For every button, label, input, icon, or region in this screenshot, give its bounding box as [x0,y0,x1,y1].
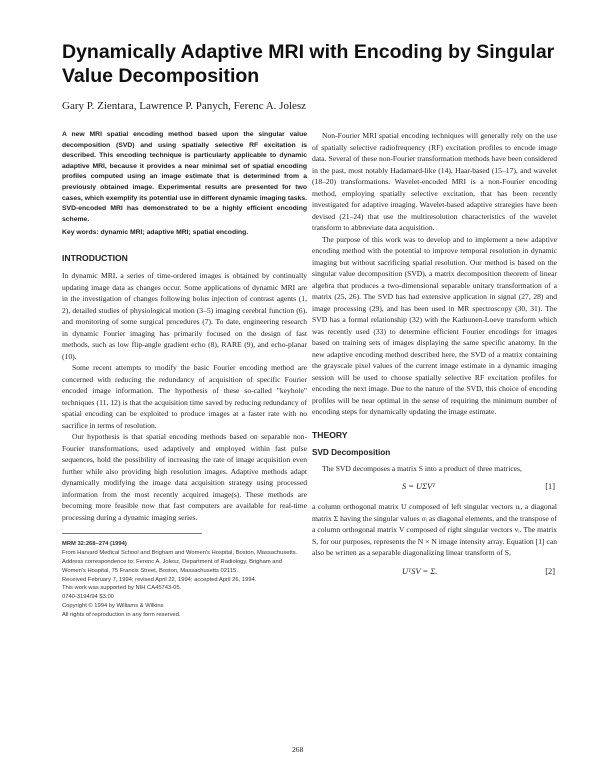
affiliation-note: From Harvard Medical School and Brigham and Women's Hospital, Boston, Massachusetts. [62,550,298,557]
abstract: A new MRI spatial encoding method based upon the singular value decomposition (SVD) and using spatially selective RF excitation is described. This encoding technique is particularly applicable to dynamic adaptive MRI, because it provides a near minimal set of spatial encoding profiles computed using an image estimate that is determined from a previously obtained image. Experimental results are presented for two cases, which exemplify its potential use in different dynamic imaging tasks. SVD-encoded MRI has demonstrated to be a highly efficient encoding scheme. [62,131,307,223]
author-list: Gary P. Zientara, Lawrence P. Panych, Ferenc A. Jolesz [62,100,307,112]
page-number: 268 [292,745,304,754]
equation-2 [312,564,557,580]
svd-subheading: SVD Decomposition [312,448,391,457]
dates-note: Received February 7, 1994; revised April 22, 1994; accepted April 26, 1994. [62,576,257,583]
issn-note: 0740-3194/94 $3.00 [62,594,114,601]
theory-heading: THEORY [312,429,348,440]
theory-paragraph-2: a column orthogonal matrix U composed of left singular vectors uᵢ, a diagonal matrix Σ having the singular values σᵢ as diagonal elements, and the transpose of a column orthogonal matrix V composed of right singular vectors vᵢ. The matrix S, for our purposes, represents the N × N image intensity array. Equation [1] can also be written as a separable diagonalizing linear transform of S, [312,502,557,557]
correspondence-note: Address correspondence to: Ferenc A. Jolesz, Department of Radiology, Brigham and Women's Hospital, 75 Francis Street, Boston, Massachusetts 02115. [62,558,282,574]
equation-2-expression: UᵀSV = Σ. [402,566,438,576]
intro-paragraph-1: In dynamic MRI, a series of time-ordered images is obtained by continually updating image data as changes occur. Some applications of dynamic MRI are in the investigation of changes following bolus injection of contrast agents (1, 2), detailed studies of physiological motion (3–5) imaging cerebral function (6), and monitoring of some surgical procedures (7). To date, engineering research in dynamic Fourier imaging has primarily focused on the design of fast methods, such as low flip-angle gradient echo (8), RARE (9), and echo-planar (10). [62,271,307,361]
right-column [312,130,557,586]
right-paragraph-1: Non-Fourier MRI spatial encoding techniques will generally rely on the use of spatially selective radiofrequency (RF) excitation profiles to encode image data. Several of these non-Fourier transformation methods have been considered in the past, most notably Hadamard-like (14), Haar-based (15–17), and wavelet (18–20) transformations. Wavelet-encoded MRI is a non-Fourier encoding method, employing spatially selective excitation, that has been recently investigated for adaptive imaging. Wavelet-based adaptive strategies have been devised (21–24) that use the multiresolution characteristics of the wavelet transform to abbreviate data acquisition. [312,131,557,232]
equation-1 [312,479,557,495]
rights-note: All rights of reproduction in any form reserved. [62,611,181,618]
introduction-heading: INTRODUCTION [62,252,128,263]
journal-citation: MRM 32:268–274 (1994) [62,541,127,548]
equation-1-number: [1] [545,482,555,491]
support-note: This work was supported by NIH CA45743-05. [62,585,182,592]
keywords: Key words: dynamic MRI; adaptive MRI; spatial encoding. [62,229,249,237]
left-column [62,130,307,620]
right-paragraph-2: The purpose of this work was to develop and to implement a new adaptive encoding method with the potential to improve temporal resolution in dynamic imaging but without sacrificing spatial resolution. Our method is based on the singular value decomposition (SVD), a matrix decomposition theorem of linear algebra that produces a two-dimensional separable unitary transformation of a matrix (25, 26). The SVD has had extensive application in signal (27, 28) and image processing (29), and has been used in MR spectroscopy (30, 31). The SVD has a formal relationship (32) with the Karhunen-Loeve transform which was recently used (33) to determine efficient Fourier encodings for images based on training sets of images displaying the same specific anatomy. In the new adaptive encoding method described here, the SVD of a matrix containing the grayscale pixel values of the current image estimate in a dynamic imaging session will be used to choose spatially selective RF excitation profiles for encoding the next image. Due to the nature of the SVD, this choice of encoding profiles will be near optimal in the sense of requiring the minimum number of encoding steps for dynamically updating the image estimate. [312,234,557,416]
theory-paragraph-1: The SVD decomposes a matrix S into a product of three matrices, [322,463,522,473]
paper-title: Dynamically Adaptive MRI with Encoding by Singular Value Decomposition [62,41,555,87]
footnote-rule [62,533,202,534]
intro-paragraph-2: Some recent attempts to modify the basic Fourier encoding method are concerned with reducing the redundancy of acquisition of specific Fourier encoded image information. The hypothesis of these so-called "keyhole" techniques (11, 12) is that the acquisition time saved by reducing redundancy of spatial encoding can be exploited to produce images at a faster rate with no sacrifice in terms of resolution. [62,363,307,430]
equation-2-number: [2] [545,566,555,576]
intro-paragraph-3: Our hypothesis is that spatial encoding methods based on separable non-Fourier transformations, used adaptively and employed within fast pulse sequences, hold the possibility of increasing the rate of image acquisition even further while also providing high resolution images. Adaptive methods adapt dynamically modifying the image data acquisition strategy using processed information from the most recently acquired image(s). These methods are becoming more feasible now that fast computers are available for real-time processing during a dynamic imaging series. [62,432,307,522]
equation-1-expression: S = UΣVᵀ [402,482,436,491]
copyright-note: Copyright © 1994 by Williams & Wilkins [62,602,164,609]
